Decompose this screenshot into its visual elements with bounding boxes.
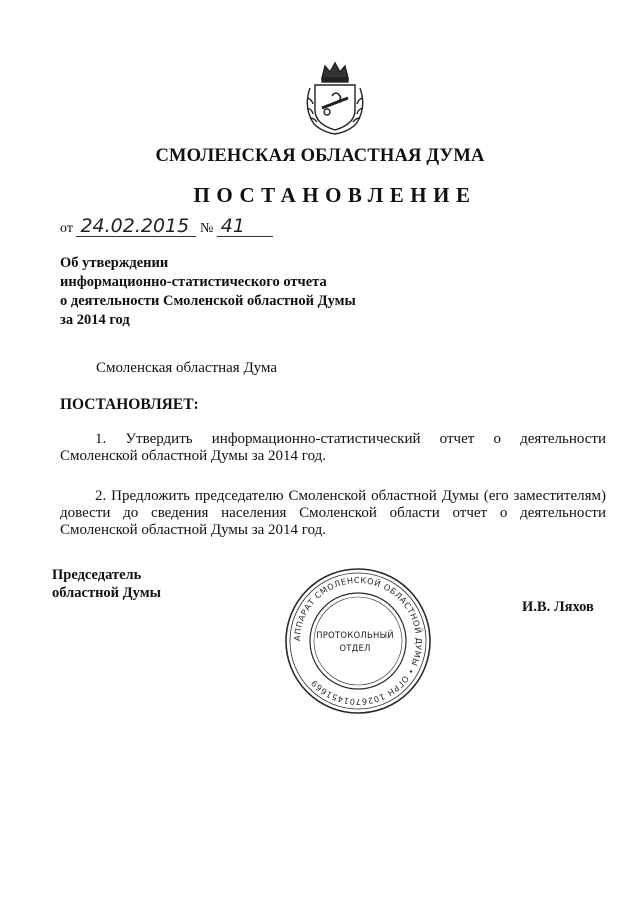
organization-name: СМОЛЕНСКАЯ ОБЛАСТНАЯ ДУМА xyxy=(155,146,485,166)
subject-line: Об утверждении xyxy=(60,255,169,271)
coat-of-arms-emblem xyxy=(300,58,370,136)
seal-center-line: ОТДЕЛ xyxy=(339,644,371,654)
decree-heading: ПОСТАНОВЛЯЕТ: xyxy=(60,396,199,413)
signer-title xyxy=(52,566,161,602)
resolution-item-1: 1. Утвердить информационно-статистический отчет о деятельности Смоленской областной Думы за 2014 год. xyxy=(60,431,606,464)
number-prefix: № xyxy=(199,221,214,236)
seal-center-line: ПРОТОКОЛЬНЫЙ xyxy=(316,631,394,641)
date-number-line xyxy=(60,216,273,237)
signer-title-line: областной Думы xyxy=(52,585,161,601)
seal-ring-text: АППАРАТ СМОЛЕНСКОЙ ОБЛАСТНОЙ ДУМЫ • ОГРН 1026701451669 xyxy=(291,574,425,708)
document-subject xyxy=(60,254,356,330)
seal-center-text xyxy=(310,630,400,656)
signer-title-line: Председатель xyxy=(52,567,142,583)
handwritten-number: 41 xyxy=(217,216,273,237)
signer-name: И.В. Ляхов xyxy=(522,599,594,615)
handwritten-date: 24.02.2015 xyxy=(76,216,196,237)
subject-line: информационно-статистического отчета xyxy=(60,274,327,290)
subject-line: о деятельности Смоленской областной Думы xyxy=(60,293,356,309)
resolution-item-2: 2. Предложить председателю Смоленской областной Думы (его заместителям) довести до сведения населения Смоленской области отчет о деятельности Смоленской областной Думы за 2014 год. xyxy=(60,488,606,538)
document-type: ПОСТАНОВЛЕНИЕ xyxy=(193,183,477,207)
subject-line: за 2014 год xyxy=(60,312,130,328)
date-prefix: от xyxy=(60,221,73,236)
intro-text: Смоленская областная Дума xyxy=(96,360,278,376)
